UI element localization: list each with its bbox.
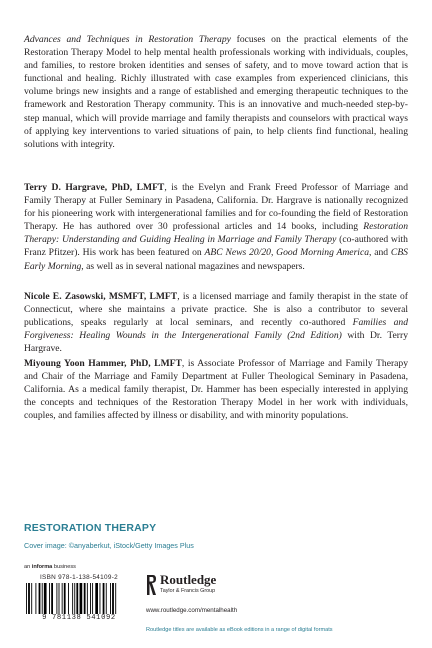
ebook-availability-note: Routledge titles are available as eBook editions in a range of digital formats <box>146 627 333 633</box>
barcode-block <box>24 574 134 622</box>
informa-business-tag: an informa business <box>24 564 76 570</box>
description-text: focuses on the practical elements of the Restoration Therapy Model to help mental health professionals working with individuals, couples, and families, to restore broken identities and senses of safety, and to move toward action that is functional and healing. Richly illustrated with case examples from experienced clinicians, this volume brings new insights and a range of established and emerging therapeutic techniques to the framework and Restoration Therapy community. This is an innovative and much-needed step-by-step manual, which will provide marriage and family therapists and counselors with practical ways of applying key interventions to varied situations of pain, to help clients find functional, healing solutions with integrity. <box>24 34 408 150</box>
isbn-label: ISBN 978-1-138-54109-2 <box>39 574 118 581</box>
publisher-group: Taylor & Francis Group <box>160 588 216 594</box>
author-name: Miyoung Yoon Hammer, PhD, LMFT <box>24 358 182 369</box>
publisher-url[interactable]: www.routledge.com/mentalhealth <box>146 607 238 614</box>
routledge-logo-icon <box>146 574 157 596</box>
publisher-name: Routledge <box>160 572 217 587</box>
barcode-digits: 9 781138 541092 <box>42 614 116 622</box>
author-bio-zasowski: Nicole E. Zasowski, MSMFT, LMFT, is a licensed marriage and family therapist in the state of Connecticut, where she maintains a private practice. She is also a contributor to several publications, speaks regularly at local seminars, and recently co-authored Families and Forgiveness: Healing Wounds in the Intergenerational Family (2nd Edition) with Dr. Terry Hargrave. <box>24 291 408 355</box>
publisher-logo <box>146 572 266 608</box>
author-bio-hammer: Miyoung Yoon Hammer, PhD, LMFT, is Associate Professor of Marriage and Family Therapy and Chair of the Marriage and Family Department at Fuller Theological Seminary in Pasadena, California. As a medical family therapist, Dr. Hammer has been especially interested in applying the concepts and techniques of the Restoration Therapy Model in her work with individuals, couples, and families affected by illness or disability, and with minority populations. <box>24 358 409 422</box>
author-bio-hargrave: Terry D. Hargrave, PhD, LMFT, is the Evelyn and Frank Freed Professor of Marriage and Family Therapy at Fuller Seminary in Pasadena, California. Dr. Hargrave is nationally recognized for his pioneering work with intergenerational families and for co-founding the field of Restoration Therapy. He has authored over 30 professional articles and 14 books, including Restoration Therapy: Understanding and Guiding Healing in Marriage and Family Therapy (co-authored with Franz Pfitzer). His work has been featured on ABC News 20/20, Good Morning America, and CBS Early Morning, as well as in several national magazines and newspapers. <box>24 182 408 272</box>
subject-category: RESTORATION THERAPY <box>24 522 157 534</box>
author-name: Terry D. Hargrave, PhD, LMFT <box>24 182 165 193</box>
book-title: Advances and Techniques in Restoration Therapy <box>24 34 231 45</box>
informa-logo-text: informa <box>31 564 53 570</box>
author-name: Nicole E. Zasowski, MSMFT, LMFT <box>24 291 178 302</box>
cover-image-credit: Cover image: ©anyaberkut, iStock/Getty Images Plus <box>24 541 194 550</box>
barcode-icon <box>24 583 134 614</box>
description-paragraph <box>24 33 408 151</box>
